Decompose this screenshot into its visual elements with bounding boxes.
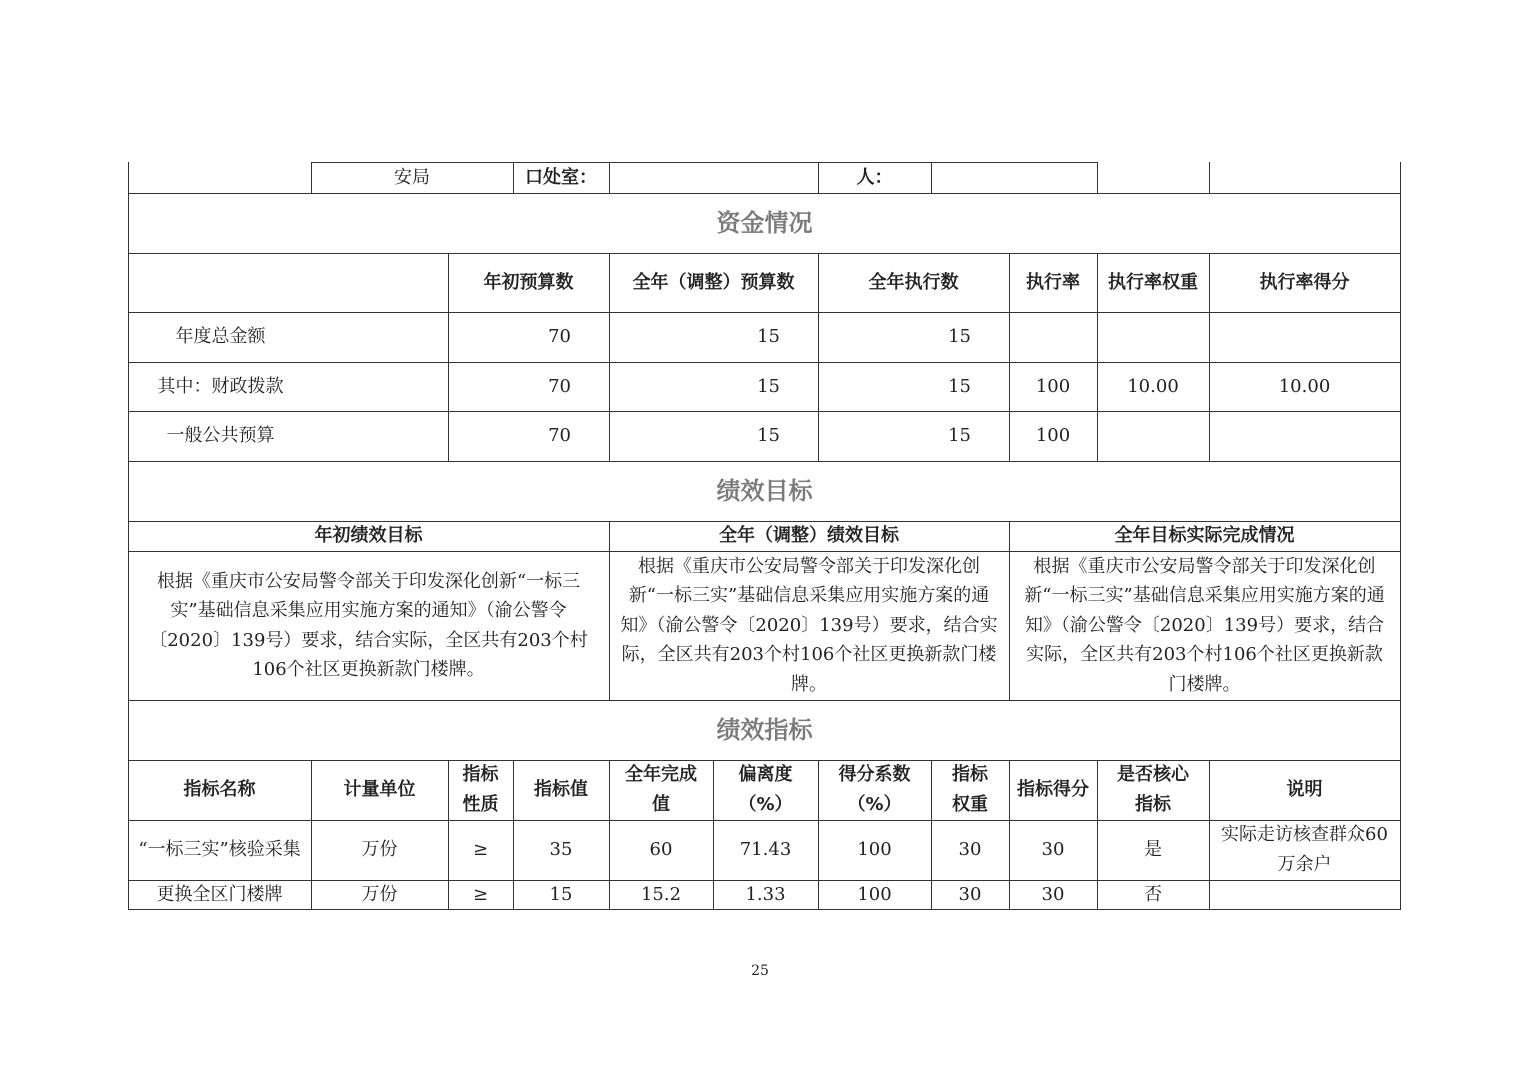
goals-header-adjusted: 全年（调整）绩效目标 — [719, 525, 899, 546]
section-title-goals: 绩效目标 — [716, 477, 813, 505]
funds-row-label: 一般公共预算 — [166, 425, 275, 446]
funds-cell-adjusted: 15 — [757, 326, 780, 347]
ind-header-core: 是否核心指标 — [1117, 764, 1189, 815]
section-title-funds: 资金情况 — [716, 209, 813, 237]
ind-header-target: 指标值 — [534, 779, 588, 800]
funds-cell-rate — [1009, 312, 1097, 362]
ind-cell-core: 是 — [1144, 839, 1162, 860]
funds-cell-score — [1209, 312, 1400, 362]
funds-cell-weight — [1097, 411, 1209, 461]
funds-cell-executed: 15 — [948, 425, 971, 446]
ind-cell-name: 更换全区门楼牌 — [156, 883, 283, 905]
funds-cell-initial: 70 — [548, 375, 571, 397]
rule — [609, 162, 610, 193]
funds-cell-score — [1209, 411, 1400, 461]
ind-header-actual: 全年完成值 — [625, 764, 697, 815]
funds-header-adjusted: 全年（调整）预算数 — [632, 271, 795, 293]
ind-cell-coef: 100 — [857, 839, 892, 860]
ind-header-coef: 得分系数（%） — [838, 764, 911, 815]
ind-cell-nature: ≥ — [472, 839, 489, 860]
rule — [1400, 162, 1401, 910]
ind-cell-core: 否 — [1144, 883, 1162, 905]
funds-cell-score: 10.00 — [1278, 375, 1331, 397]
header-cell-person: 人： — [856, 167, 893, 188]
goals-text-actual: 根据《重庆市公安局警令部关于印发深化创新“一标三实”基础信息采集应用实施方案的通知》（渝公警令〔2020〕139号）要求，结合实际，全区共有203个村106个社区更换新款门楼牌。 — [1024, 555, 1385, 695]
funds-header-weight: 执行率权重 — [1108, 271, 1198, 293]
goals-header-actual: 全年目标实际完成情况 — [1114, 525, 1295, 546]
ind-cell-unit: 万份 — [361, 883, 398, 905]
funds-cell-rate: 100 — [1035, 375, 1071, 397]
ind-header-score: 指标得分 — [1017, 779, 1089, 800]
funds-cell-executed: 15 — [948, 375, 971, 397]
ind-header-nature: 指标性质 — [462, 764, 499, 815]
funds-row-label: 年度总金额 — [175, 326, 266, 347]
ind-cell-note: 实际走访核查群众60万余户 — [1221, 824, 1388, 875]
funds-cell-initial: 70 — [548, 326, 571, 347]
ind-cell-actual: 15.2 — [640, 883, 682, 905]
section-title-indicators: 绩效指标 — [716, 716, 813, 744]
rule — [931, 162, 932, 193]
rule — [1097, 162, 1098, 193]
funds-header-executed: 全年执行数 — [868, 271, 959, 293]
ind-cell-deviation: 71.43 — [739, 839, 792, 860]
funds-cell-executed: 15 — [948, 326, 971, 347]
ind-header-deviation: 偏离度（%） — [738, 764, 793, 815]
ind-cell-score: 30 — [1041, 883, 1065, 905]
ind-cell-name: “一标三实”核验采集 — [138, 839, 301, 860]
ind-cell-note — [1209, 880, 1400, 909]
funds-cell-adjusted: 15 — [757, 375, 780, 397]
ind-cell-weight: 30 — [958, 839, 982, 860]
goals-text-adjusted: 根据《重庆市公安局警令部关于印发深化创新“一标三实”基础信息采集应用实施方案的通知》（渝公警令〔2020〕139号）要求，结合实际，全区共有203个村106个社区更换新款门楼牌。 — [620, 555, 998, 695]
funds-header-rate: 执行率 — [1026, 271, 1080, 293]
funds-cell-initial: 70 — [548, 425, 571, 446]
ind-cell-weight: 30 — [958, 883, 982, 905]
page-number: 25 — [751, 963, 769, 979]
ind-header-name: 指标名称 — [183, 779, 256, 800]
funds-cell-rate: 100 — [1035, 425, 1071, 446]
ind-cell-deviation: 1.33 — [745, 883, 786, 905]
ind-header-weight: 指标权重 — [952, 764, 988, 815]
goals-header-initial: 年初绩效目标 — [314, 525, 423, 546]
ind-cell-score: 30 — [1041, 839, 1065, 860]
funds-cell-adjusted: 15 — [757, 425, 780, 446]
funds-header-score: 执行率得分 — [1259, 271, 1350, 293]
ind-header-note: 说明 — [1286, 779, 1323, 800]
header-cell-office: 口处室： — [525, 167, 597, 188]
funds-row-label: 其中：财政拨款 — [157, 375, 284, 397]
ind-cell-target: 15 — [549, 883, 573, 905]
ind-cell-target: 35 — [549, 839, 573, 860]
header-cell-bureau: 安局 — [394, 167, 430, 188]
ind-cell-actual: 60 — [649, 839, 673, 860]
ind-cell-nature: ≥ — [472, 883, 489, 905]
ind-header-unit: 计量单位 — [343, 779, 416, 800]
ind-cell-coef: 100 — [857, 883, 892, 905]
ind-cell-unit: 万份 — [361, 839, 398, 860]
funds-cell-weight — [1097, 312, 1209, 362]
rule — [1209, 162, 1210, 193]
funds-header-initial: 年初预算数 — [483, 271, 574, 293]
goals-text-initial: 根据《重庆市公安局警令部关于印发深化创新“一标三实”基础信息采集应用实施方案的通知》（渝公警令〔2020〕139号）要求，结合实际，全区共有203个村106个社区更换新款门楼牌。 — [149, 570, 588, 680]
funds-cell-weight: 10.00 — [1127, 375, 1179, 397]
